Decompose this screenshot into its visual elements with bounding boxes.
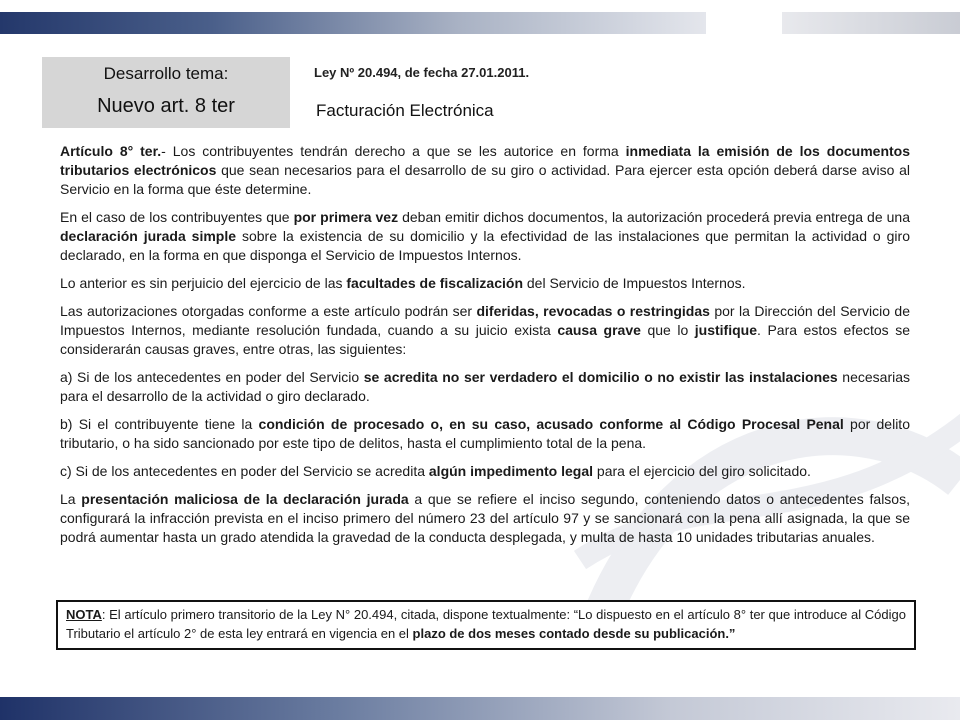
paragraph-1	[60, 142, 910, 199]
paragraph-4	[60, 302, 910, 359]
text-span: Lo anterior es sin perjuicio del ejercicio de las	[60, 275, 347, 291]
nota-label: NOTA	[66, 607, 102, 622]
paragraph-3	[60, 274, 910, 293]
paragraph-5	[60, 490, 910, 547]
bold-span: se acredita no ser verdadero el domicilio o no existir las instalaciones	[363, 369, 838, 385]
bold-span: presentación maliciosa de la declaración jurada	[81, 491, 409, 507]
article-heading: Artículo 8° ter.	[60, 143, 162, 159]
bold-span: justifique	[694, 322, 758, 338]
text-span: c) Si de los antecedentes en poder del Servicio se acredita	[60, 463, 429, 479]
text-span: que lo	[640, 322, 695, 338]
bold-span: condición de procesado o, en su caso, acusado conforme al Código Procesal Penal	[258, 416, 844, 432]
top-right-decorative-bar	[782, 12, 960, 34]
topic-label: Desarrollo tema:	[103, 64, 229, 83]
text-span: del Servicio de Impuestos Internos.	[523, 275, 746, 291]
text-span: Las autorizaciones otorgadas conforme a este artículo podrán ser	[60, 303, 477, 319]
text-span: - Los contribuyentes tendrán derecho a que se les autorice en forma	[161, 143, 626, 159]
paragraph-2	[60, 208, 910, 265]
article-content	[60, 142, 910, 556]
text-span: . Para estos efectos se considerarán causas graves, entre otras, las siguientes:	[60, 322, 911, 357]
bold-span: diferidas, revocadas o restringidas	[476, 303, 710, 319]
topic-box	[42, 57, 290, 128]
bold-span: por primera vez	[293, 209, 399, 225]
text-span: por la Dirección del Servicio de Impuestos Internos, mediante resolución fundada, cuando a su juicio exista	[60, 303, 910, 338]
text-span: b) Si el contribuyente tiene la	[60, 416, 259, 432]
law-reference: Ley Nº 20.494, de fecha 27.01.2011.	[314, 65, 530, 80]
bold-span: inmediata la emisión de los documentos tributarios electrónicos	[60, 143, 910, 178]
law-title: Facturación Electrónica	[316, 101, 494, 120]
bold-span: causa grave	[557, 322, 641, 338]
text-span: a) Si de los antecedentes en poder del Servicio	[60, 369, 364, 385]
text-span: necesarias para el desarrollo de la actividad o giro declarado.	[60, 369, 911, 404]
text-span: En el caso de los contribuyentes que	[60, 209, 294, 225]
bottom-decorative-bar	[0, 697, 960, 720]
topic-value: Nuevo art. 8 ter	[97, 95, 235, 117]
bold-span: declaración jurada simple	[60, 228, 237, 244]
text-span: a que se refiere el inciso segundo, conteniendo datos o antecedentes falsos, configurará la infracción prevista en el inciso primero del número 23 del artículo 97 y se sancionará con la pena allí asignada, la que se podrá aumentar hasta un grado atendida la gravedad de la conducta desplegada, y multa de hasta 10 unidades tributarias anuales.	[60, 491, 910, 545]
nota-box	[56, 600, 916, 650]
paragraph-c	[60, 462, 910, 481]
text-span: deban emitir dichos documentos, la autorización procederá previa entrega de una	[398, 209, 910, 225]
text-span: que sean necesarios para el desarrollo de su giro o actividad. Para ejercer esta opción deberá darse aviso al Servicio en la forma que éste determine.	[60, 162, 911, 197]
text-span: por delito tributario, o ha sido sancionado por este tipo de delitos, hasta el cumplimiento total de la pena.	[60, 416, 910, 451]
bold-span: facultades de fiscalización	[346, 275, 523, 291]
nota-text: : El artículo primero transitorio de la Ley N° 20.494, citada, dispone textualmente: “Lo dispuesto en el artículo 8° ter que introduce al Código Tributario el artículo 2° de esta ley entrará en vigencia en el	[66, 607, 906, 641]
text-span: para el ejercicio del giro solicitado.	[593, 463, 811, 479]
text-span: La	[60, 491, 82, 507]
bold-span: algún impedimento legal	[428, 463, 594, 479]
top-decorative-bar	[0, 12, 706, 34]
paragraph-b	[60, 415, 910, 453]
nota-bold-text: plazo de dos meses contado desde su publicación.”	[412, 626, 736, 641]
paragraph-a	[60, 368, 910, 406]
text-span: sobre la existencia de su domicilio y la efectividad de las instalaciones que permitan la actividad o giro declarado, en la forma en que disponga el Servicio de Impuestos Internos.	[60, 228, 910, 263]
